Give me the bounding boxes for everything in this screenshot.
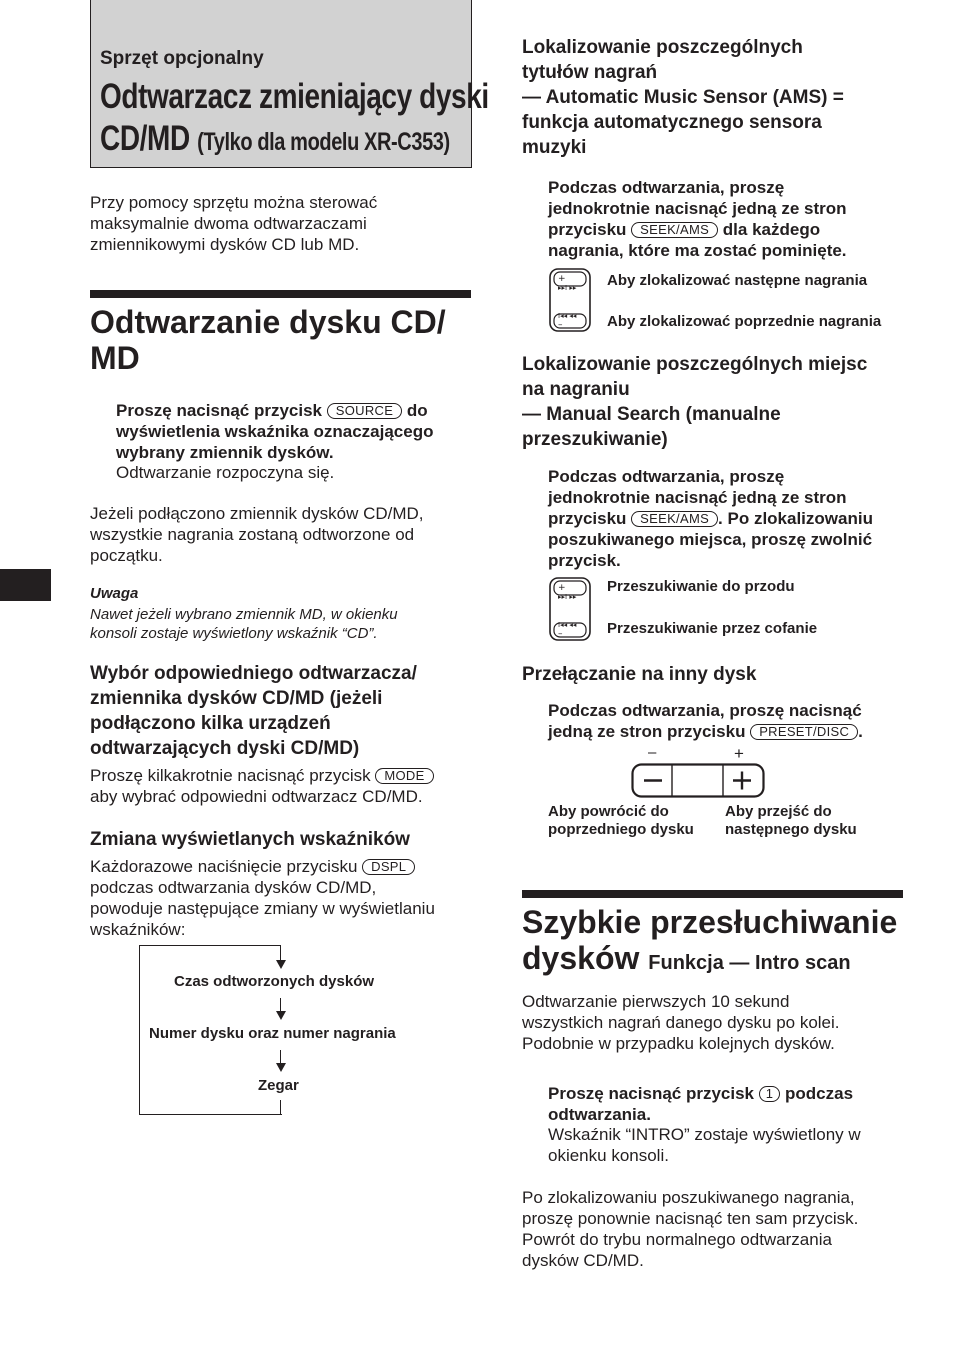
preset-disc-rocker-icon (631, 763, 765, 798)
ams-prev-label: Aby zlokalizować poprzednie nagrania (607, 313, 882, 330)
paragraph-line: Po zlokalizowaniu poszukiwanego nagrania, (522, 1188, 855, 1207)
step-text: przycisku (548, 220, 627, 239)
seek-ams-button[interactable]: SEEK/AMS (631, 511, 718, 527)
svg-text:–: – (558, 320, 563, 330)
note-text (90, 605, 470, 643)
svg-text:+: + (558, 274, 566, 284)
subsection-line: na nagraniu (522, 379, 630, 400)
page-title (100, 76, 489, 163)
search-forward-label: Przeszukiwanie do przodu (607, 578, 795, 595)
section-title-line: Szybkie przesłuchiwanie (522, 904, 898, 940)
instruction-text: podczas odtwarzania dysków CD/MD, (90, 878, 377, 897)
step-text: Proszę nacisnąć przycisk (548, 1084, 755, 1103)
intro-line: maksymalnie dwoma odtwarzaczami (90, 214, 367, 233)
dspl-button[interactable]: DSPL (362, 859, 415, 875)
step-text: jedną ze stron przycisku (548, 722, 746, 741)
svg-text:I◂◂ ◂◂: I◂◂ ◂◂ (558, 621, 577, 629)
result-line: Wskaźnik “INTRO” zostaje wyświetlony w (548, 1125, 861, 1144)
subsection-title-display: Zmiana wyświetlanych wskaźników (90, 829, 410, 850)
paragraph-line: wszystkie nagrania zostaną odtworzone od (90, 525, 415, 544)
subsection-title-select (90, 661, 470, 761)
section-title-intro-scan (522, 904, 942, 981)
svg-text:–: – (558, 629, 563, 639)
subsection-line: tytułów nagrań (522, 62, 658, 83)
step-text: do (406, 401, 428, 420)
flow-connector (280, 945, 281, 961)
flow-connector (280, 1050, 281, 1064)
intro-scan-result (548, 1124, 938, 1166)
subsection-line: muzyki (522, 137, 587, 158)
plus-side-label: + (734, 744, 744, 763)
step-source (116, 400, 476, 463)
instruction-text: Proszę kilkakrotnie nacisnąć przycisk (90, 766, 371, 785)
seek-ams-rocker-icon (549, 268, 591, 332)
subsection-line: Lokalizowanie poszczególnych miejsc (522, 354, 868, 375)
flow-connector (280, 1100, 281, 1114)
flow-connector (139, 945, 281, 946)
subsection-line: podłączono kilka urządzeń (90, 713, 331, 734)
step-text: jednokrotnie nacisnąć jedną ze stron (548, 488, 847, 507)
step-text: nagrania, które ma zostać pominięte. (548, 241, 847, 260)
result-line: okienku konsoli. (548, 1146, 669, 1165)
paragraph-line: proszę ponownie nacisnąć ten sam przycisk. (522, 1209, 859, 1228)
intro-scan-paragraph (522, 991, 922, 1054)
step-text: odtwarzania. (548, 1105, 651, 1124)
section-title-playback (90, 304, 471, 376)
svg-text:I◂◂ ◂◂: I◂◂ ◂◂ (558, 312, 577, 320)
section-divider (90, 290, 471, 298)
flow-step-clock: Zegar (258, 1077, 299, 1094)
subsection-line: zmiennika dysków CD/MD (jeżeli (90, 688, 383, 709)
intro-paragraph (90, 192, 470, 255)
step-text: Podczas odtwarzania, proszę (548, 178, 785, 197)
side-tab-marker (0, 569, 51, 601)
label-line: Aby powrócić do (548, 803, 669, 820)
instruction-text: wskaźników: (90, 920, 186, 939)
paragraph-line: dysków CD/MD. (522, 1251, 644, 1270)
source-button[interactable]: SOURCE (327, 403, 402, 419)
step-text: przycisku (548, 509, 627, 528)
step-text: wyświetlenia wskaźnika oznaczającego (116, 422, 434, 441)
select-instructions (90, 765, 470, 807)
section-title-line: Odtwarzanie dysku CD/ (90, 304, 446, 340)
section-title-line: dysków (522, 940, 640, 976)
ams-step (548, 177, 928, 261)
intro-line: zmiennikowymi dysków CD lub MD. (90, 235, 360, 254)
note-title: Uwaga (90, 585, 139, 602)
instruction-text: Każdorazowe naciśnięcie przycisku (90, 857, 358, 876)
final-paragraph (522, 1187, 922, 1271)
section-title-function: Funkcja — Intro scan (648, 952, 851, 974)
down-arrow-icon (276, 1063, 286, 1072)
svg-text:+: + (558, 583, 566, 593)
button-1[interactable]: 1 (759, 1086, 781, 1102)
paragraph-line: wszystkich nagrań danego dysku po kolei. (522, 1013, 840, 1032)
step-text: . (858, 722, 863, 741)
ams-next-label: Aby zlokalizować następne nagrania (607, 272, 868, 289)
section-kicker: Sprzęt opcjonalny (100, 48, 264, 69)
flow-step-disc-track: Numer dysku oraz numer nagrania (149, 1025, 396, 1042)
subsection-title-ams (522, 35, 922, 160)
page-title-line2 (100, 118, 450, 163)
step-result: Odtwarzanie rozpoczyna się. (116, 463, 335, 482)
changer-paragraph (90, 503, 470, 566)
minus-side-label: – (648, 744, 657, 761)
paragraph-line: Podobnie w przypadku kolejnych dysków. (522, 1034, 835, 1053)
label-line: poprzedniego dysku (548, 821, 694, 838)
flow-connector (280, 998, 281, 1012)
mode-button[interactable]: MODE (375, 768, 433, 784)
subsection-line: odtwarzających dyski CD/MD) (90, 738, 360, 759)
paragraph-line: Powrót do trybu normalnego odtwarzania (522, 1230, 832, 1249)
page-title-model-note: (Tylko dla modelu XR-C353) (197, 128, 450, 156)
disc-next-label (725, 803, 857, 839)
seek-ams-rocker-icon (549, 577, 591, 641)
manual-search-step (548, 466, 938, 571)
subsection-line: — Manual Search (manualne (522, 404, 781, 425)
subsection-line: — Automatic Music Sensor (AMS) = (522, 87, 844, 108)
disc-prev-label (548, 803, 694, 839)
subsection-title-disc-change: Przełączanie na inny dysk (522, 664, 757, 685)
subsection-line: przeszukiwanie) (522, 429, 668, 450)
intro-scan-step (548, 1083, 938, 1125)
preset-disc-button[interactable]: PRESET/DISC (750, 724, 858, 740)
step-text: Proszę nacisnąć przycisk (116, 401, 323, 420)
step-text: dla każdego (722, 220, 821, 239)
step-text: wybrany zmiennik dysków. (116, 443, 334, 462)
step-text: . Po zlokalizowaniu (718, 509, 873, 528)
search-back-label: Przeszukiwanie przez cofanie (607, 620, 818, 637)
instruction-text: powoduje następujące zmiany w wyświetlaniu (90, 899, 435, 918)
flow-step-elapsed-time: Czas odtworzonych dysków (174, 973, 375, 990)
display-instructions (90, 856, 470, 940)
step-text: Podczas odtwarzania, proszę (548, 467, 785, 486)
step-text: Podczas odtwarzania, proszę nacisnąć (548, 701, 862, 720)
paragraph-line: początku. (90, 546, 163, 565)
subsection-line: Lokalizowanie poszczególnych (522, 37, 803, 58)
label-line: następnego dysku (725, 821, 857, 838)
subsection-line: Wybór odpowiedniego odtwarzacza/ (90, 663, 417, 684)
note-line: konsoli zostaje wyświetlony wskaźnik “CD”. (90, 625, 378, 642)
intro-line: Przy pomocy sprzętu można sterować (90, 193, 378, 212)
step-text: poszukiwanego miejsca, proszę zwolnić (548, 530, 873, 549)
instruction-text: aby wybrać odpowiedni odtwarzacz CD/MD. (90, 787, 423, 806)
svg-text:▸▸I ▸▸: ▸▸I ▸▸ (558, 593, 577, 601)
down-arrow-icon (276, 1011, 286, 1020)
paragraph-line: Jeżeli podłączono zmiennik dysków CD/MD, (90, 504, 424, 523)
section-title-line: MD (90, 340, 140, 376)
page-title-line1: Odtwarzacz zmieniający dyski (100, 77, 489, 116)
subsection-title-manual-search (522, 352, 922, 452)
disc-change-step (548, 700, 938, 742)
section-divider (522, 890, 903, 898)
step-text: podczas (785, 1084, 854, 1103)
note-line: Nawet jeżeli wybrano zmiennik MD, w okienku (90, 606, 398, 623)
svg-text:▸▸I ▸▸: ▸▸I ▸▸ (558, 284, 577, 292)
down-arrow-icon (276, 960, 286, 969)
step-text: przycisk. (548, 551, 621, 570)
paragraph-line: Odtwarzanie pierwszych 10 sekund (522, 992, 790, 1011)
label-line: Aby przejść do (725, 803, 832, 820)
seek-ams-button[interactable]: SEEK/AMS (631, 222, 718, 238)
page-title-main: CD/MD (100, 119, 190, 158)
step-text: jednokrotnie nacisnąć jedną ze stron (548, 199, 847, 218)
subsection-line: funkcja automatycznego sensora (522, 112, 822, 133)
